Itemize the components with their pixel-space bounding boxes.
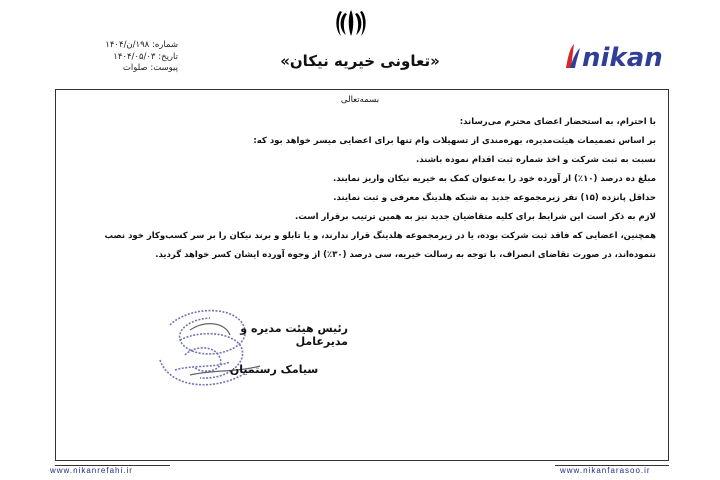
footer-link-left[interactable]: www.nikanrefahi.ir xyxy=(50,466,133,475)
letter-date: تاریخ: ۱۴۰۴/۰۵/۰۳ xyxy=(113,51,178,62)
body-line: نسبت به ثبت شرکت و اخذ شماره ثبت اقدام نموده باشند. xyxy=(415,155,656,165)
body-line: با احترام، به استحضار اعضای محترم می‌رساند: xyxy=(459,117,656,127)
letter-body xyxy=(100,113,656,265)
body-line: لازم به ذکر است این شرایط برای کلیه متقاضیان جدید نیز به همین ترتیب برقرار است. xyxy=(295,212,656,222)
footer-link-right[interactable]: www.nikanfarasoo.ir xyxy=(560,466,651,475)
letter-meta xyxy=(58,40,178,75)
body-line: حداقل پانزده (۱۵) نفر زیرمجموعه جدید به شبکه هلدینگ معرفی و ثبت نمایند. xyxy=(333,193,656,203)
body-line: مبلغ ده درصد (۱۰٪) از آورده خود را به‌عنوان کمک به خیریه نیکان واریز نمایند. xyxy=(333,174,656,184)
body-line: بر اساس تصمیمات هیئت‌مدیره، بهره‌مندی از تسهیلات وام تنها برای اعضایی میسر خواهد بود که: xyxy=(253,136,656,146)
signatory-name: سیامک رستمیان xyxy=(229,363,319,376)
nikan-logo-icon xyxy=(562,38,674,74)
logo-wordmark: nikan xyxy=(582,43,663,73)
iran-emblem-icon xyxy=(334,8,368,38)
body-line: ننموده‌اند، در صورت تقاضای انصراف، با توجه به رسالت خیریه، سی درصد (۳۰٪) از وجوه آورده ایشان کسر خواهد گردید. xyxy=(155,250,656,260)
salutation: بسمه‌تعالی xyxy=(340,95,380,105)
body-line: همچنین، اعضایی که فاقد ثبت شرکت بوده، یا در زیرمجموعه هلدینگ قرار ندارند، و یا تابلو و برند نیکان را بر سر کسب‌وکار خود نصب xyxy=(104,231,656,241)
letter-number: شماره: ۱۹۸/ن/۱۴۰۴ xyxy=(105,40,178,50)
signatory-title: رئیس هیئت مدیره و مدیرعامل xyxy=(240,322,348,348)
letter-attachment: پیوست: صلوات xyxy=(122,63,178,73)
organization-title: «تعاونی خیریه نیکان» xyxy=(280,52,440,70)
